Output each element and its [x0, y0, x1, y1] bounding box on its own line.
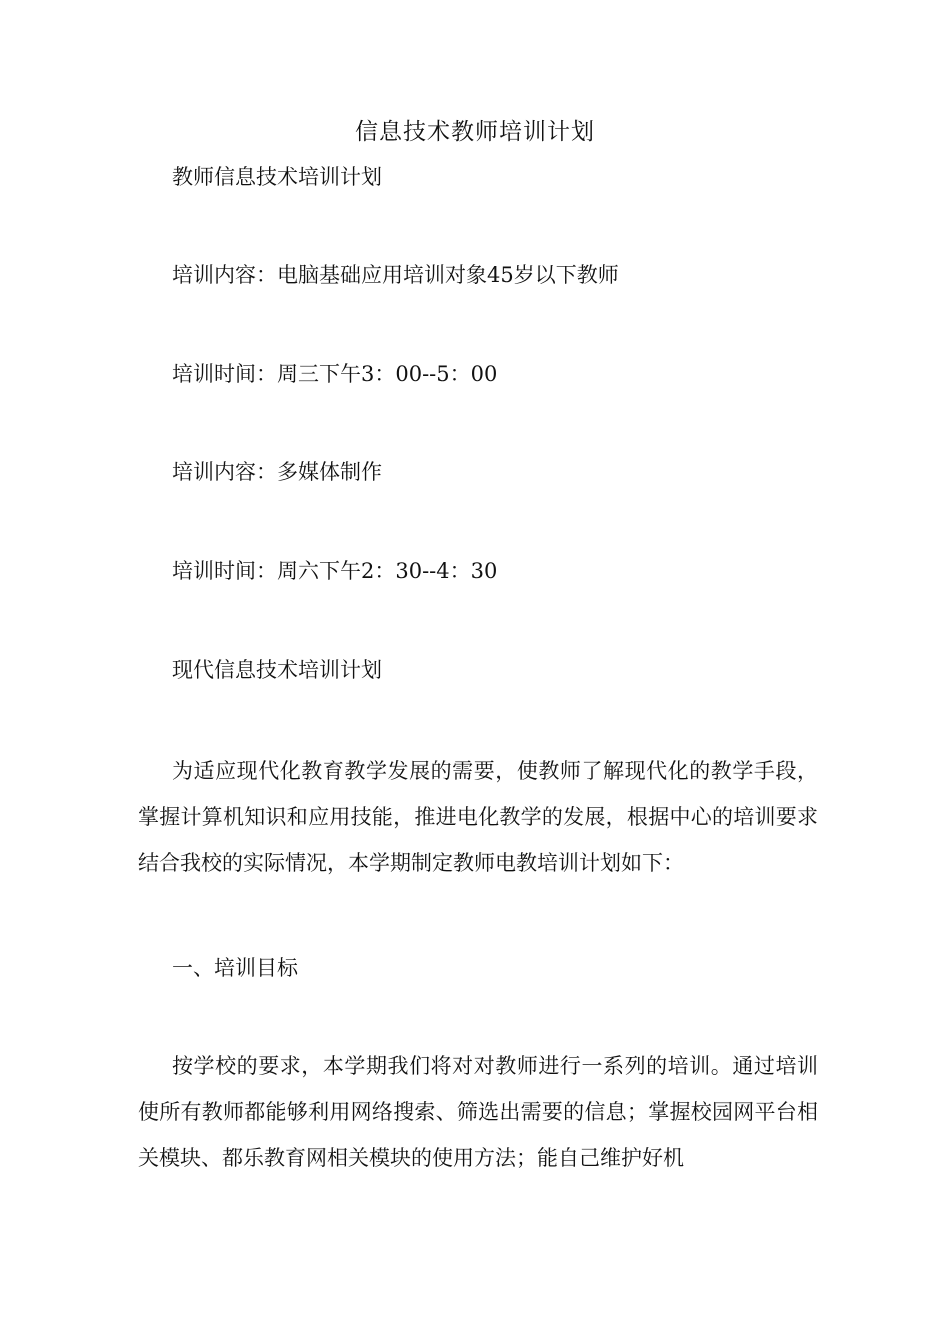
training-content-line-2: 培训内容：多媒体制作 [172, 460, 382, 484]
subtitle-line: 教师信息技术培训计划 [172, 165, 382, 189]
intro-paragraph: 为适应现代化教育教学发展的需要，使教师了解现代化的教学手段，掌握计算机知识和应用技能，推进电化教学的发展，根据中心的培训要求结合我校的实际情况，本学期制定教师电教培训计划如下： [138, 759, 818, 875]
training-time-line-2: 培训时间：周六下午2：30--4：30 [172, 559, 498, 583]
training-content-line-1: 培训内容：电脑基础应用培训对象45岁以下教师 [172, 263, 619, 287]
section-heading-goals: 一、培训目标 [172, 956, 298, 980]
goal-paragraph: 按学校的要求，本学期我们将对对教师进行一系列的培训。通过培训使所有教师都能够利用网络搜索、筛选出需要的信息；掌握校园网平台相关模块、都乐教育网相关模块的使用方法；能自己维护好机 [138, 1054, 818, 1170]
document-title: 信息技术教师培训计划 [355, 119, 595, 145]
training-time-line-1: 培训时间：周三下午3：00--5：00 [172, 362, 498, 386]
section-title-modern-it: 现代信息技术培训计划 [172, 658, 382, 682]
